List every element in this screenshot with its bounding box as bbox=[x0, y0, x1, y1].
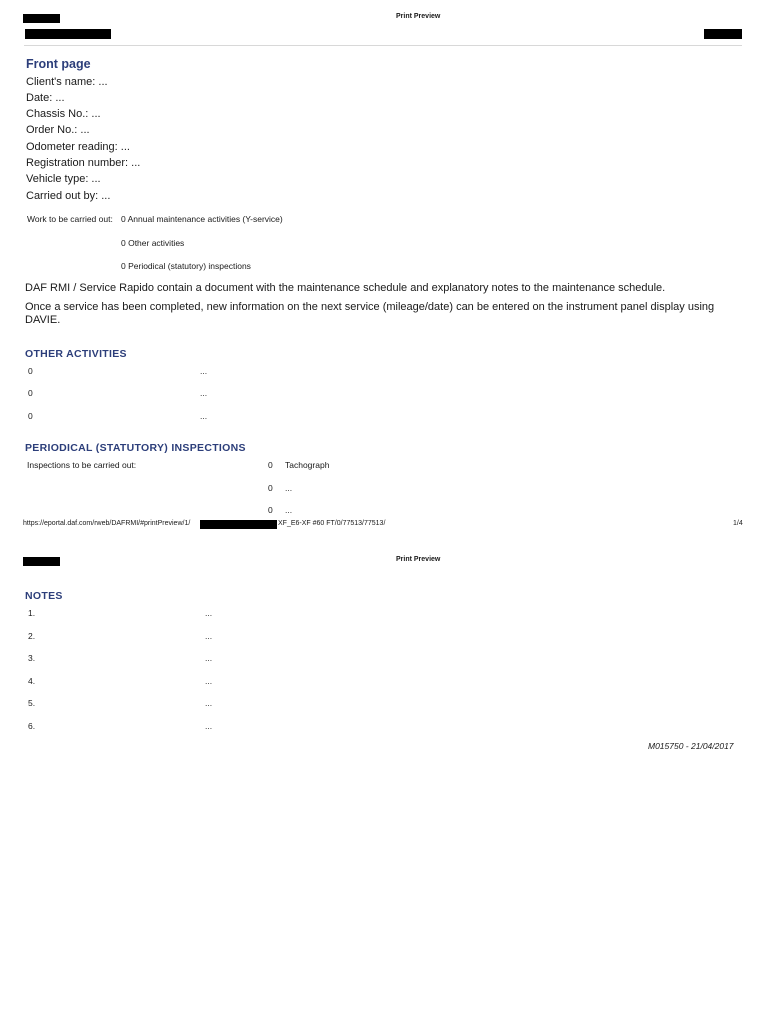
note-number: 3. bbox=[28, 653, 36, 663]
note-number: 2. bbox=[28, 631, 36, 641]
work-option-annual: 0 Annual maintenance activities (Y-service) bbox=[121, 214, 283, 224]
redacted-block bbox=[25, 29, 111, 39]
field-odometer: Odometer reading: ... bbox=[26, 141, 130, 153]
header-divider bbox=[24, 45, 742, 46]
redacted-block bbox=[704, 29, 742, 39]
other-activity-check: 0 bbox=[28, 366, 33, 376]
other-activity-check: 0 bbox=[28, 388, 33, 398]
paragraph-rmi: DAF RMI / Service Rapido contain a document with the maintenance schedule and explanatory notes to the maintenance schedule. bbox=[25, 282, 666, 294]
note-value: ... bbox=[205, 631, 213, 641]
note-value: ... bbox=[205, 721, 213, 731]
field-client-name: Client's name: ... bbox=[26, 76, 108, 88]
note-number: 6. bbox=[28, 721, 36, 731]
footer-page-number: 1/4 bbox=[733, 520, 743, 527]
print-preview-title: Print Preview bbox=[396, 13, 441, 20]
redacted-block bbox=[200, 520, 277, 529]
inspection-check: 0 bbox=[268, 483, 273, 493]
note-value: ... bbox=[205, 653, 213, 663]
notes-title: NOTES bbox=[25, 590, 63, 602]
document-reference: M015750 - 21/04/2017 bbox=[648, 741, 734, 751]
periodical-title: PERIODICAL (STATUTORY) INSPECTIONS bbox=[25, 442, 246, 454]
redacted-block bbox=[23, 557, 60, 566]
inspection-value: Tachograph bbox=[285, 460, 330, 470]
work-option-periodical: 0 Periodical (statutory) inspections bbox=[121, 261, 251, 271]
note-value: ... bbox=[205, 698, 213, 708]
field-registration: Registration number: ... bbox=[26, 157, 141, 169]
field-carried-out-by: Carried out by: ... bbox=[26, 190, 111, 202]
other-activity-value: ... bbox=[200, 411, 208, 421]
footer-url-suffix: XF_E6-XF #60 FT/0/77513/77513/ bbox=[278, 520, 386, 527]
field-date: Date: ... bbox=[26, 92, 65, 104]
paragraph-service: Once a service has been completed, new information on the next service (mileage/date) can be entered on the instrument panel display using DAVIE. bbox=[25, 301, 715, 326]
inspection-check: 0 bbox=[268, 460, 273, 470]
front-page-title: Front page bbox=[26, 57, 91, 71]
other-activities-title: OTHER ACTIVITIES bbox=[25, 348, 127, 360]
work-option-other: 0 Other activities bbox=[121, 238, 185, 248]
note-number: 4. bbox=[28, 676, 36, 686]
note-value: ... bbox=[205, 608, 213, 618]
other-activity-check: 0 bbox=[28, 411, 33, 421]
field-vehicle-type: Vehicle type: ... bbox=[26, 173, 101, 185]
inspection-value: ... bbox=[285, 505, 293, 515]
note-value: ... bbox=[205, 676, 213, 686]
field-chassis-no: Chassis No.: ... bbox=[26, 108, 101, 120]
note-number: 1. bbox=[28, 608, 36, 618]
inspections-label: Inspections to be carried out: bbox=[27, 460, 137, 470]
print-preview-title: Print Preview bbox=[396, 556, 441, 563]
redacted-block bbox=[23, 14, 60, 23]
note-number: 5. bbox=[28, 698, 36, 708]
field-order-no: Order No.: ... bbox=[26, 124, 90, 136]
other-activity-value: ... bbox=[200, 388, 208, 398]
other-activity-value: ... bbox=[200, 366, 208, 376]
footer-url-link[interactable]: https://eportal.daf.com/rweb/DAFRMI/#printPreview/1/ bbox=[23, 520, 191, 527]
inspection-check: 0 bbox=[268, 505, 273, 515]
work-label: Work to be carried out: bbox=[27, 214, 113, 224]
inspection-value: ... bbox=[285, 483, 293, 493]
